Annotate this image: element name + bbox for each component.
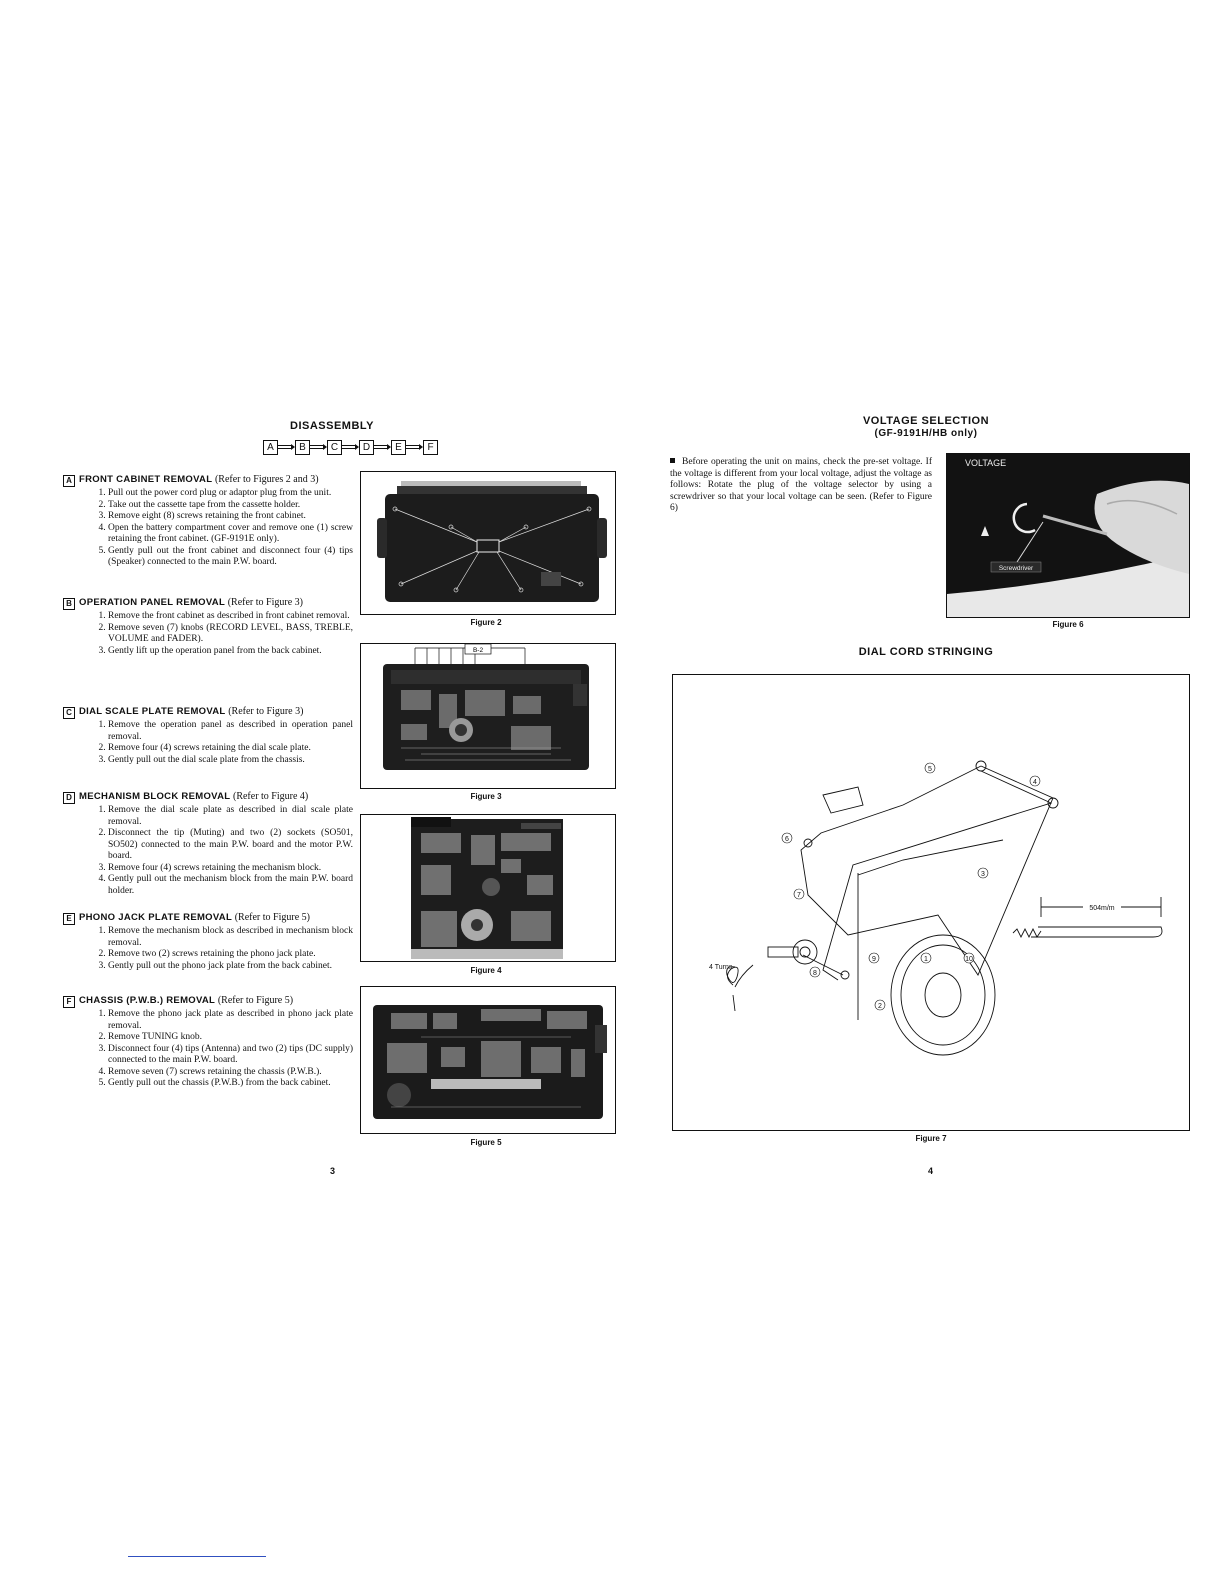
chain-step-b: B bbox=[295, 440, 310, 455]
chassis-photo bbox=[361, 987, 615, 1133]
chain-arrow-icon bbox=[374, 444, 391, 450]
section-letter: B bbox=[63, 598, 75, 610]
step-item: 3. Disconnect four (4) tips (Antenna) and two (2) tips (DC supply) connected to the main P.W. board. bbox=[108, 1044, 353, 1067]
disassembly-order-chain bbox=[263, 439, 438, 455]
step-item: 4. Gently pull out the mechanism block from the main P.W. board holder. bbox=[108, 874, 353, 897]
steps-list bbox=[63, 611, 353, 657]
chain-step-f: F bbox=[423, 440, 438, 455]
page-number-left: 3 bbox=[330, 1166, 336, 1176]
steps-list bbox=[63, 488, 353, 569]
callout-2: 2 bbox=[878, 1003, 882, 1010]
figure-6-caption: Figure 6 bbox=[1052, 620, 1084, 629]
section-title: FRONT CABINET REMOVAL bbox=[79, 474, 213, 485]
four-turns-label: 4 Turns bbox=[709, 964, 733, 971]
step-item: 2. Remove TUNING knob. bbox=[108, 1032, 353, 1044]
chain-arrow-icon bbox=[278, 444, 295, 450]
figure-5-caption: Figure 5 bbox=[470, 1138, 502, 1147]
step-item: 4. Remove seven (7) screws retaining the chassis (P.W.B.). bbox=[108, 1067, 353, 1079]
step-item: 3. Gently pull out the dial scale plate from the chassis. bbox=[108, 755, 353, 767]
section-letter: A bbox=[63, 475, 75, 487]
page-number-right: 4 bbox=[928, 1166, 934, 1176]
callout-8: 8 bbox=[813, 970, 817, 977]
figure-2-caption: Figure 2 bbox=[470, 618, 502, 627]
step-item: 3. Remove four (4) screws retaining the mechanism block. bbox=[108, 863, 353, 875]
screwdriver-label: Screwdriver bbox=[998, 565, 1034, 572]
figure-7-caption: Figure 7 bbox=[915, 1134, 947, 1143]
step-item: 5. Gently pull out the front cabinet and disconnect four (4) tips (Speaker) connected to the main P.W. board. bbox=[108, 546, 353, 569]
steps-list bbox=[63, 926, 353, 972]
dial-cord-diagram bbox=[673, 675, 1189, 1130]
step-item: 1. Remove the dial scale plate as described in dial scale plate removal. bbox=[108, 805, 353, 828]
section-ref: (Refer to Figure 5) bbox=[234, 912, 310, 923]
callout-4: 4 bbox=[1033, 779, 1037, 786]
operation-panel-photo bbox=[361, 644, 615, 788]
mechanism-block-photo bbox=[361, 815, 615, 961]
steps-list bbox=[63, 805, 353, 897]
figure-6-box bbox=[946, 453, 1190, 618]
cord-length-label: 504m/m bbox=[1089, 905, 1115, 912]
step-item: 3. Gently lift up the operation panel from the back cabinet. bbox=[108, 646, 353, 658]
callout-10: 10 bbox=[965, 956, 973, 963]
section-ref: (Refer to Figure 5) bbox=[217, 995, 294, 1006]
step-item: 2. Disconnect the tip (Muting) and two (2) sockets (SO501, SO502) connected to the main P.W. board and the motor P.W. board. bbox=[108, 828, 353, 863]
section-letter: C bbox=[63, 707, 75, 719]
section-title: PHONO JACK PLATE REMOVAL bbox=[79, 912, 233, 923]
figure-4-box bbox=[360, 814, 616, 962]
step-item: 1. Remove the phono jack plate as described in phono jack plate removal. bbox=[108, 1009, 353, 1032]
disassembly-heading: DISASSEMBLY bbox=[290, 420, 374, 432]
section-letter: E bbox=[63, 913, 75, 925]
chain-step-a: A bbox=[263, 440, 278, 455]
section-front-cabinet-removal bbox=[63, 474, 353, 569]
voltage-instruction-text: Before operating the unit on mains, check the pre-set voltage. If the voltage is different from your local voltage, adjust the voltage as follows: Rotate the plug of the voltage selector by using a screwdriver so that your local voltage can be seen. (Refer to Figure 6) bbox=[670, 457, 932, 513]
step-item: 2. Remove four (4) screws retaining the dial scale plate. bbox=[108, 743, 353, 755]
front-cabinet-photo bbox=[361, 472, 615, 614]
figure-7-box bbox=[672, 674, 1190, 1131]
step-item: 2. Remove seven (7) knobs (RECORD LEVEL, BASS, TREBLE, VOLUME and FADER). bbox=[108, 623, 353, 646]
step-item: 1. Pull out the power cord plug or adaptor plug from the unit. bbox=[108, 488, 353, 500]
section-phono-jack-plate-removal bbox=[63, 912, 353, 972]
section-title: DIAL SCALE PLATE REMOVAL bbox=[79, 706, 226, 717]
dial-cord-stringing-heading: DIAL CORD STRINGING bbox=[858, 646, 994, 658]
steps-list bbox=[63, 720, 353, 766]
section-chassis-removal bbox=[63, 995, 353, 1090]
callout-1: 1 bbox=[924, 956, 928, 963]
callout-3: 3 bbox=[981, 871, 985, 878]
section-operation-panel-removal bbox=[63, 597, 353, 657]
chain-arrow-icon bbox=[406, 444, 423, 450]
scan-underline bbox=[128, 1556, 266, 1557]
figure-3-tag: B-2 bbox=[472, 647, 484, 654]
step-item: 1. Remove the front cabinet as described in front cabinet removal. bbox=[108, 611, 353, 623]
section-ref: (Refer to Figure 3) bbox=[227, 597, 303, 608]
figure-4-caption: Figure 4 bbox=[470, 966, 502, 975]
step-item: 2. Remove two (2) screws retaining the phono jack plate. bbox=[108, 949, 353, 961]
chain-step-c: C bbox=[327, 440, 342, 455]
step-item: 5. Gently pull out the chassis (P.W.B.) from the back cabinet. bbox=[108, 1078, 353, 1090]
figure-2-box bbox=[360, 471, 616, 615]
section-ref: (Refer to Figures 2 and 3) bbox=[214, 474, 319, 485]
callout-6: 6 bbox=[785, 836, 789, 843]
step-item: 1. Remove the mechanism block as described in mechanism block removal. bbox=[108, 926, 353, 949]
step-item: 2. Take out the cassette tape from the cassette holder. bbox=[108, 500, 353, 512]
step-item: 4. Open the battery compartment cover and remove one (1) screw retaining the front cabinet. (GF-9191E only). bbox=[108, 523, 353, 546]
section-letter: F bbox=[63, 996, 75, 1008]
bullet-square-icon bbox=[670, 458, 675, 463]
section-title: MECHANISM BLOCK REMOVAL bbox=[79, 791, 231, 802]
chain-arrow-icon bbox=[342, 444, 359, 450]
section-letter: D bbox=[63, 792, 75, 804]
section-title: CHASSIS (P.W.B.) REMOVAL bbox=[79, 995, 216, 1006]
section-ref: (Refer to Figure 4) bbox=[232, 791, 309, 802]
voltage-selection-heading: VOLTAGE SELECTION bbox=[862, 415, 990, 427]
step-item: 3. Gently pull out the phono jack plate from the back cabinet. bbox=[108, 961, 353, 973]
step-item: 1. Remove the operation panel as described in operation panel removal. bbox=[108, 720, 353, 743]
figure-5-box bbox=[360, 986, 616, 1134]
callout-9: 9 bbox=[872, 956, 876, 963]
figure-3-box bbox=[360, 643, 616, 789]
steps-list bbox=[63, 1009, 353, 1090]
section-mechanism-block-removal bbox=[63, 791, 353, 897]
chain-step-e: E bbox=[391, 440, 406, 455]
figure-3-caption: Figure 3 bbox=[470, 792, 502, 801]
section-dial-scale-plate-removal bbox=[63, 706, 353, 766]
callout-7: 7 bbox=[797, 892, 801, 899]
voltage-selector-photo bbox=[947, 454, 1189, 617]
section-title: OPERATION PANEL REMOVAL bbox=[79, 597, 226, 608]
section-ref: (Refer to Figure 3) bbox=[228, 706, 304, 717]
step-item: 3. Remove eight (8) screws retaining the front cabinet. bbox=[108, 511, 353, 523]
voltage-selection-subheading: (GF-9191H/HB only) bbox=[874, 428, 978, 439]
voltage-label: VOLTAGE bbox=[965, 458, 1007, 468]
callout-5: 5 bbox=[928, 766, 932, 773]
voltage-instructions bbox=[670, 457, 932, 515]
chain-step-d: D bbox=[359, 440, 374, 455]
chain-arrow-icon bbox=[310, 444, 327, 450]
